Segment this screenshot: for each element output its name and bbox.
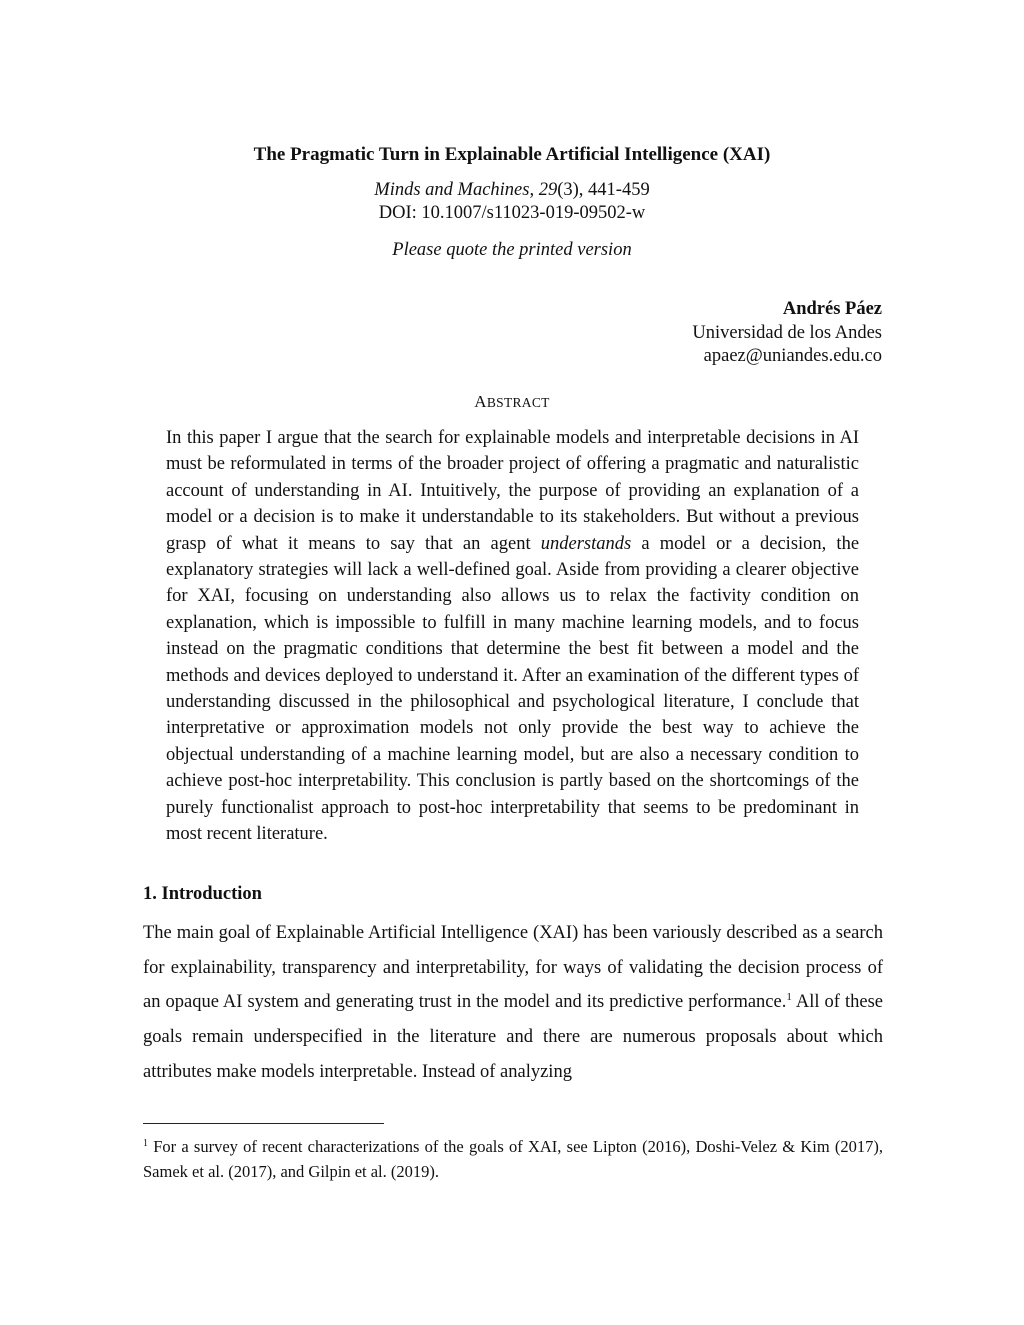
abstract-text: [166, 425, 859, 848]
footnote-marker: 1: [143, 1138, 148, 1149]
footnote: [143, 1134, 883, 1184]
intro-text-part-1: The main goal of Explainable Artificial Intelligence (XAI) has been variously described as a search for explainability, transparency and interpretability, for ways of validating the decision process of an opaque AI system and generating trust in the model and its predictive performance.: [143, 923, 883, 1013]
abstract-text-part-1: In this paper I argue that the search for explainable models and interpretable decisions in AI must be reformulated in terms of the broader project of offering a pragmatic and naturalistic account of understanding in AI. Intuitively, the purpose of providing an explanation of a model or a decision is to make it understandable to its stakeholders. But without a previous grasp of what it means to say that an agent: [166, 428, 859, 554]
journal-line: [0, 179, 1024, 202]
doi: DOI: 10.1007/s11023-019-09502-w: [378, 203, 646, 223]
journal-volume: 29: [538, 180, 558, 200]
journal-issue-pages: (3), 441-459: [557, 180, 650, 200]
author-name: Andrés Páez: [782, 299, 882, 319]
intro-text-part-2: All of these goals remain underspecified in the literature and there are numerous proposals about which attributes make models interpretable. Instead of analyzing: [143, 992, 884, 1082]
section-heading-introduction: 1. Introduction: [143, 884, 262, 904]
author-email: apaez@uniandes.edu.co: [703, 346, 882, 366]
footnote-reference[interactable]: 1: [786, 991, 792, 1004]
introduction-text: [143, 916, 883, 1090]
journal-citation: [0, 179, 1024, 225]
abstract-heading-initial: A: [474, 392, 487, 411]
author-affiliation: Universidad de los Andes: [692, 322, 882, 343]
abstract-text-part-2: a model or a decision, the explanatory strategies will lack a well-defined goal. Aside from providing a clearer objective for XAI, focusing on understanding also allows us to relax the factivity condition on explanation, which is impossible to fulfill in many machine learning models, and to focus instead on the pragmatic conditions that determine the best fit between a model and the methods and devices deployed to understand it. After an examination of the different types of understanding discussed in the philosophical and psychological literature, I conclude that interpretative or approximation models not only provide the best way to achieve the objectual understanding of a machine learning model, but are also a necessary condition to achieve post-hoc interpretability. This conclusion is partly based on the shortcomings of the purely functionalist approach to post-hoc interpretability that seems to be predominant in most recent literature.: [166, 533, 860, 845]
abstract-heading: [0, 392, 1024, 412]
footnote-divider: [143, 1123, 384, 1124]
journal-name: Minds and Machines,: [374, 180, 535, 200]
abstract-heading-rest: BSTRACT: [486, 395, 550, 410]
footnote-text: For a survey of recent characterizations of the goals of XAI, see Lipton (2016), Doshi-Velez & Kim (2017), Samek et al. (2017), and Gilpin et al. (2019).: [143, 1137, 883, 1181]
quote-note: Please quote the printed version: [392, 240, 632, 260]
abstract-emphasis: understands: [540, 533, 632, 554]
paper-title: The Pragmatic Turn in Explainable Artificial Intelligence (XAI): [253, 144, 771, 165]
author-block: [692, 298, 882, 369]
